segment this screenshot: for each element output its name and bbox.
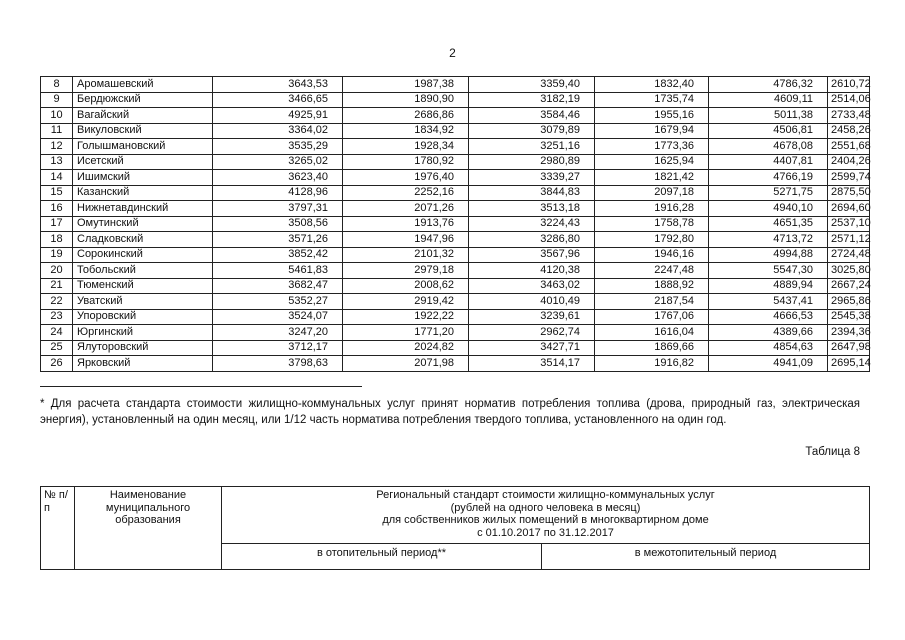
footnote-separator: [40, 386, 362, 387]
footnote-text: * Для расчета стандарта стоимости жилищно-коммунальных услуг принят норматив потребления топлива (дрова, природный газ, электрическая энергия), установленный на один месяц, или 1/12 часть норматива потребления твердого топлива, установленного на один год.: [40, 398, 860, 426]
value-cell: 2724,48: [828, 247, 870, 263]
value-cell: 2097,18: [595, 185, 709, 201]
value-cell: 3514,17: [469, 356, 595, 372]
row-number: 11: [41, 123, 73, 139]
value-cell: 2875,50: [828, 185, 870, 201]
header-number-column: № п/п: [41, 487, 75, 570]
value-cell: 3682,47: [213, 278, 343, 294]
value-cell: 1834,92: [343, 123, 469, 139]
row-number: 20: [41, 263, 73, 279]
value-cell: 2252,16: [343, 185, 469, 201]
row-number: 21: [41, 278, 73, 294]
value-cell: 3427,71: [469, 340, 595, 356]
value-cell: 2537,10: [828, 216, 870, 232]
table-row: [41, 340, 870, 356]
value-cell: 1679,94: [595, 123, 709, 139]
value-cell: 2458,26: [828, 123, 870, 139]
municipality-name: Упоровский: [73, 309, 213, 325]
row-number: 26: [41, 356, 73, 372]
value-cell: 4506,81: [709, 123, 828, 139]
table-row: [41, 309, 870, 325]
value-cell: 3844,83: [469, 185, 595, 201]
header-standard-line3: для собственников жилых помещений в многоквартирном доме: [382, 514, 709, 526]
table-row: [41, 263, 870, 279]
value-cell: 4713,72: [709, 232, 828, 248]
value-cell: 4854,63: [709, 340, 828, 356]
municipality-name: Сорокинский: [73, 247, 213, 263]
value-cell: 4666,53: [709, 309, 828, 325]
value-cell: 3251,16: [469, 139, 595, 155]
value-cell: 4609,11: [709, 92, 828, 108]
value-cell: 5352,27: [213, 294, 343, 310]
value-cell: 3182,19: [469, 92, 595, 108]
value-cell: 1792,80: [595, 232, 709, 248]
row-number: 10: [41, 108, 73, 124]
header-standard-column: [222, 487, 870, 544]
municipality-name: Тюменский: [73, 278, 213, 294]
page-number: 2: [449, 46, 456, 60]
value-cell: 2667,24: [828, 278, 870, 294]
value-cell: 3224,43: [469, 216, 595, 232]
value-cell: 1987,38: [343, 77, 469, 93]
value-cell: 1928,34: [343, 139, 469, 155]
value-cell: 3239,61: [469, 309, 595, 325]
value-cell: 2024,82: [343, 340, 469, 356]
value-cell: 1771,20: [343, 325, 469, 341]
standards-data-table: [40, 76, 870, 372]
value-cell: 2551,68: [828, 139, 870, 155]
value-cell: 1922,22: [343, 309, 469, 325]
municipality-name: Ишимский: [73, 170, 213, 186]
row-number: 19: [41, 247, 73, 263]
value-cell: 2404,26: [828, 154, 870, 170]
municipality-name: Юргинский: [73, 325, 213, 341]
row-number: 13: [41, 154, 73, 170]
header-standard-line2: (рублей на одного человека в месяц): [450, 501, 641, 514]
municipality-name: Казанский: [73, 185, 213, 201]
value-cell: 2571,12: [828, 232, 870, 248]
value-cell: 2695,14: [828, 356, 870, 372]
value-cell: 4940,10: [709, 201, 828, 217]
row-number: 15: [41, 185, 73, 201]
value-cell: 4889,94: [709, 278, 828, 294]
value-cell: 3623,40: [213, 170, 343, 186]
table-row: [41, 154, 870, 170]
value-cell: 4407,81: [709, 154, 828, 170]
row-number: 18: [41, 232, 73, 248]
value-cell: 4941,09: [709, 356, 828, 372]
value-cell: 2733,48: [828, 108, 870, 124]
table-8-header: [40, 486, 870, 570]
table-row: [41, 325, 870, 341]
value-cell: 1821,42: [595, 170, 709, 186]
value-cell: 3463,02: [469, 278, 595, 294]
table-row: [41, 247, 870, 263]
value-cell: 5461,83: [213, 263, 343, 279]
value-cell: 3079,89: [469, 123, 595, 139]
value-cell: 3508,56: [213, 216, 343, 232]
value-cell: 2187,54: [595, 294, 709, 310]
header-name-column: Наименование муниципального образования: [75, 487, 222, 570]
value-cell: 4010,49: [469, 294, 595, 310]
table-row: [41, 216, 870, 232]
value-cell: 4389,66: [709, 325, 828, 341]
municipality-name: Ярковский: [73, 356, 213, 372]
table-row: [41, 294, 870, 310]
row-number: 14: [41, 170, 73, 186]
municipality-name: Тобольский: [73, 263, 213, 279]
municipality-name: Аромашевский: [73, 77, 213, 93]
value-cell: 1625,94: [595, 154, 709, 170]
row-number: 12: [41, 139, 73, 155]
municipality-name: Уватский: [73, 294, 213, 310]
header-standard-line1: Региональный стандарт стоимости жилищно-коммунальных услуг: [376, 489, 715, 501]
value-cell: 4766,19: [709, 170, 828, 186]
value-cell: 4994,88: [709, 247, 828, 263]
value-cell: 4786,32: [709, 77, 828, 93]
value-cell: 3852,42: [213, 247, 343, 263]
value-cell: 2962,74: [469, 325, 595, 341]
municipality-name: Сладковский: [73, 232, 213, 248]
value-cell: 2545,38: [828, 309, 870, 325]
value-cell: 1955,16: [595, 108, 709, 124]
value-cell: 3524,07: [213, 309, 343, 325]
municipality-name: Викуловский: [73, 123, 213, 139]
table-row: [41, 201, 870, 217]
table-row: [41, 232, 870, 248]
value-cell: 1947,96: [343, 232, 469, 248]
value-cell: 5437,41: [709, 294, 828, 310]
value-cell: 3571,26: [213, 232, 343, 248]
value-cell: 2599,74: [828, 170, 870, 186]
row-number: 9: [41, 92, 73, 108]
table-row: [41, 278, 870, 294]
value-cell: 3584,46: [469, 108, 595, 124]
value-cell: 2101,32: [343, 247, 469, 263]
row-number: 16: [41, 201, 73, 217]
value-cell: 1735,74: [595, 92, 709, 108]
value-cell: 2965,86: [828, 294, 870, 310]
municipality-name: Бердюжский: [73, 92, 213, 108]
value-cell: 4651,35: [709, 216, 828, 232]
municipality-name: Ялуторовский: [73, 340, 213, 356]
value-cell: 2979,18: [343, 263, 469, 279]
value-cell: 5547,30: [709, 263, 828, 279]
value-cell: 3466,65: [213, 92, 343, 108]
value-cell: 2071,98: [343, 356, 469, 372]
row-number: 17: [41, 216, 73, 232]
value-cell: 3643,53: [213, 77, 343, 93]
row-number: 24: [41, 325, 73, 341]
row-number: 25: [41, 340, 73, 356]
value-cell: 1773,36: [595, 139, 709, 155]
row-number: 8: [41, 77, 73, 93]
table-row: [41, 108, 870, 124]
value-cell: 2686,86: [343, 108, 469, 124]
value-cell: 2919,42: [343, 294, 469, 310]
value-cell: 5011,38: [709, 108, 828, 124]
row-number: 22: [41, 294, 73, 310]
value-cell: 3712,17: [213, 340, 343, 356]
value-cell: 2610,72: [828, 77, 870, 93]
table-row: [41, 170, 870, 186]
table-caption: Таблица 8: [805, 446, 860, 458]
value-cell: 3535,29: [213, 139, 343, 155]
value-cell: 3797,31: [213, 201, 343, 217]
value-cell: 3247,20: [213, 325, 343, 341]
value-cell: 4128,96: [213, 185, 343, 201]
value-cell: 4120,38: [469, 263, 595, 279]
value-cell: 2514,06: [828, 92, 870, 108]
table-row: [41, 123, 870, 139]
value-cell: 3265,02: [213, 154, 343, 170]
value-cell: 5271,75: [709, 185, 828, 201]
municipality-name: Нижнетавдинский: [73, 201, 213, 217]
value-cell: 3025,80: [828, 263, 870, 279]
municipality-name: Исетский: [73, 154, 213, 170]
table-row: [41, 356, 870, 372]
value-cell: 2008,62: [343, 278, 469, 294]
value-cell: 1869,66: [595, 340, 709, 356]
value-cell: 2247,48: [595, 263, 709, 279]
value-cell: 1832,40: [595, 77, 709, 93]
municipality-name: Вагайский: [73, 108, 213, 124]
header-standard-line4: с 01.10.2017 по 31.12.2017: [477, 526, 614, 539]
value-cell: 3567,96: [469, 247, 595, 263]
value-cell: 1946,16: [595, 247, 709, 263]
row-number: 23: [41, 309, 73, 325]
municipality-name: Омутинский: [73, 216, 213, 232]
value-cell: 1767,06: [595, 309, 709, 325]
value-cell: 1888,92: [595, 278, 709, 294]
value-cell: 2647,98: [828, 340, 870, 356]
value-cell: 1890,90: [343, 92, 469, 108]
value-cell: 3364,02: [213, 123, 343, 139]
value-cell: 1916,82: [595, 356, 709, 372]
value-cell: 3339,27: [469, 170, 595, 186]
value-cell: 2071,26: [343, 201, 469, 217]
header-heating-period: в отопительный период**: [222, 544, 542, 570]
value-cell: 1780,92: [343, 154, 469, 170]
value-cell: 1616,04: [595, 325, 709, 341]
value-cell: 3798,63: [213, 356, 343, 372]
table-row: [41, 77, 870, 93]
value-cell: 3286,80: [469, 232, 595, 248]
value-cell: 2980,89: [469, 154, 595, 170]
value-cell: 3513,18: [469, 201, 595, 217]
value-cell: 1758,78: [595, 216, 709, 232]
header-nonheating-period: в межотопительный период: [542, 544, 870, 570]
value-cell: 2394,36: [828, 325, 870, 341]
municipality-name: Голышмановский: [73, 139, 213, 155]
table-row: [41, 92, 870, 108]
value-cell: 1976,40: [343, 170, 469, 186]
value-cell: 1916,28: [595, 201, 709, 217]
value-cell: 3359,40: [469, 77, 595, 93]
value-cell: 4925,91: [213, 108, 343, 124]
table-row: [41, 185, 870, 201]
value-cell: 2694,60: [828, 201, 870, 217]
table-row: [41, 139, 870, 155]
value-cell: 4678,08: [709, 139, 828, 155]
value-cell: 1913,76: [343, 216, 469, 232]
